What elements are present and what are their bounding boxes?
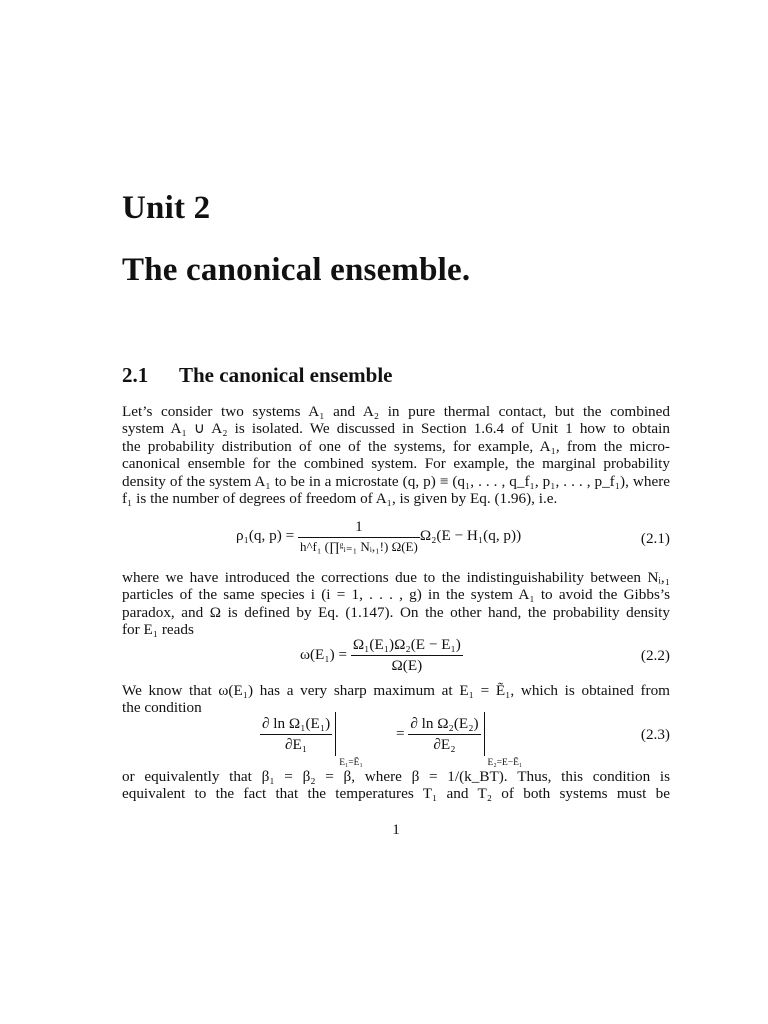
text-line: the probability distribution of one of the systems, for example, A₁, from the micro- (122, 437, 670, 455)
eq-2-3-right-numerator: ∂ ln Ω₂(E₂) (408, 715, 480, 735)
text-line: density of the system A₁ to be in a microstate (q, p) ≡ (q₁, . . . , q_f₁, p₁, . . . , p_f₁), where (122, 472, 670, 490)
eq-2-3-right-evaluation-bar (484, 712, 545, 768)
eq-2-2-lhs: ω(E₁) = (300, 645, 348, 663)
equation-2-2 (122, 636, 670, 676)
equation-2-1 (122, 516, 670, 560)
eq-2-3-right-condition: E₂=E−Ẽ₁ (487, 758, 523, 768)
eq-2-2-fraction (351, 636, 463, 675)
eq-2-1-fraction (298, 518, 420, 555)
eq-2-1-rhs: Ω₂(E − H₁(q, p)) (419, 526, 522, 544)
equation-number: (2.1) (640, 530, 670, 547)
eq-2-1-numerator: 1 (298, 518, 420, 538)
page-number: 1 (392, 821, 400, 838)
equation-2-3 (122, 712, 670, 768)
paragraph-4 (122, 768, 670, 803)
paragraph-1 (122, 403, 670, 507)
paragraph-2 (122, 569, 670, 639)
equation-number: (2.3) (640, 726, 670, 743)
text-line: system A₁ ∪ A₂ is isolated. We discussed in Section 1.6.4 of Unit 1 how to obtain (122, 420, 670, 438)
chapter-unit-label: Unit 2 (122, 190, 211, 226)
eq-2-2-numerator: Ω₁(E₁)Ω₂(E − E₁) (351, 636, 463, 656)
eq-2-3-left-evaluation-bar (335, 712, 392, 768)
section-heading (122, 363, 393, 388)
text-line: paradox, and Ω is defined by Eq. (1.147). On the other hand, the probability density (122, 603, 670, 621)
text-line: or equivalently that β₁ = β₂ = β, where β = 1/(k_BT). Thus, this condition is (122, 768, 670, 785)
eq-2-1-lhs: ρ₁(q, p) = (236, 526, 295, 544)
text-line: Let’s consider two systems A₁ and A₂ in pure thermal contact, but the combined (122, 403, 670, 420)
eq-2-3-right-denominator: ∂E₂ (433, 735, 456, 753)
text-line: We know that ω(E₁) has a very sharp maximum at E₁ = Ẽ₁, which is obtained from (122, 682, 670, 699)
equation-number: (2.2) (640, 647, 670, 664)
text-line: for E₁ reads (122, 621, 194, 639)
eq-2-3-left-fraction (260, 715, 332, 754)
text-line: the condition (122, 699, 202, 717)
text-line: equivalent to the fact that the temperatures T₁ and T₂ of both systems must be (122, 785, 670, 803)
text-line: particles of the same species i (i = 1, . . . , g) in the system A₁ to avoid the Gibbs’s (122, 586, 670, 604)
chapter-title: The canonical ensemble. (122, 252, 471, 288)
section-title: The canonical ensemble (179, 363, 393, 387)
section-number: 2.1 (122, 363, 149, 387)
eq-2-3-left-denominator: ∂E₁ (285, 735, 308, 753)
eq-2-3-left-condition: E₁=Ẽ₁ (339, 758, 363, 768)
text-line: canonical ensemble for the combined system. For example, the marginal probability (122, 455, 670, 473)
eq-2-3-right-fraction (408, 715, 480, 754)
eq-2-1-denominator: h^f₁ (∏ᵍᵢ₌₁ Nᵢ,₁!) Ω(E) (299, 539, 418, 554)
text-line: f₁ is the number of degrees of freedom of A₁, is given by Eq. (1.96), i.e. (122, 490, 558, 508)
eq-2-3-equals: = (395, 725, 405, 742)
eq-2-2-denominator: Ω(E) (391, 657, 423, 674)
eq-2-3-left-numerator: ∂ ln Ω₁(E₁) (260, 715, 332, 735)
text-line: where we have introduced the corrections due to the indistinguishability between Nᵢ,₁ (122, 569, 670, 586)
